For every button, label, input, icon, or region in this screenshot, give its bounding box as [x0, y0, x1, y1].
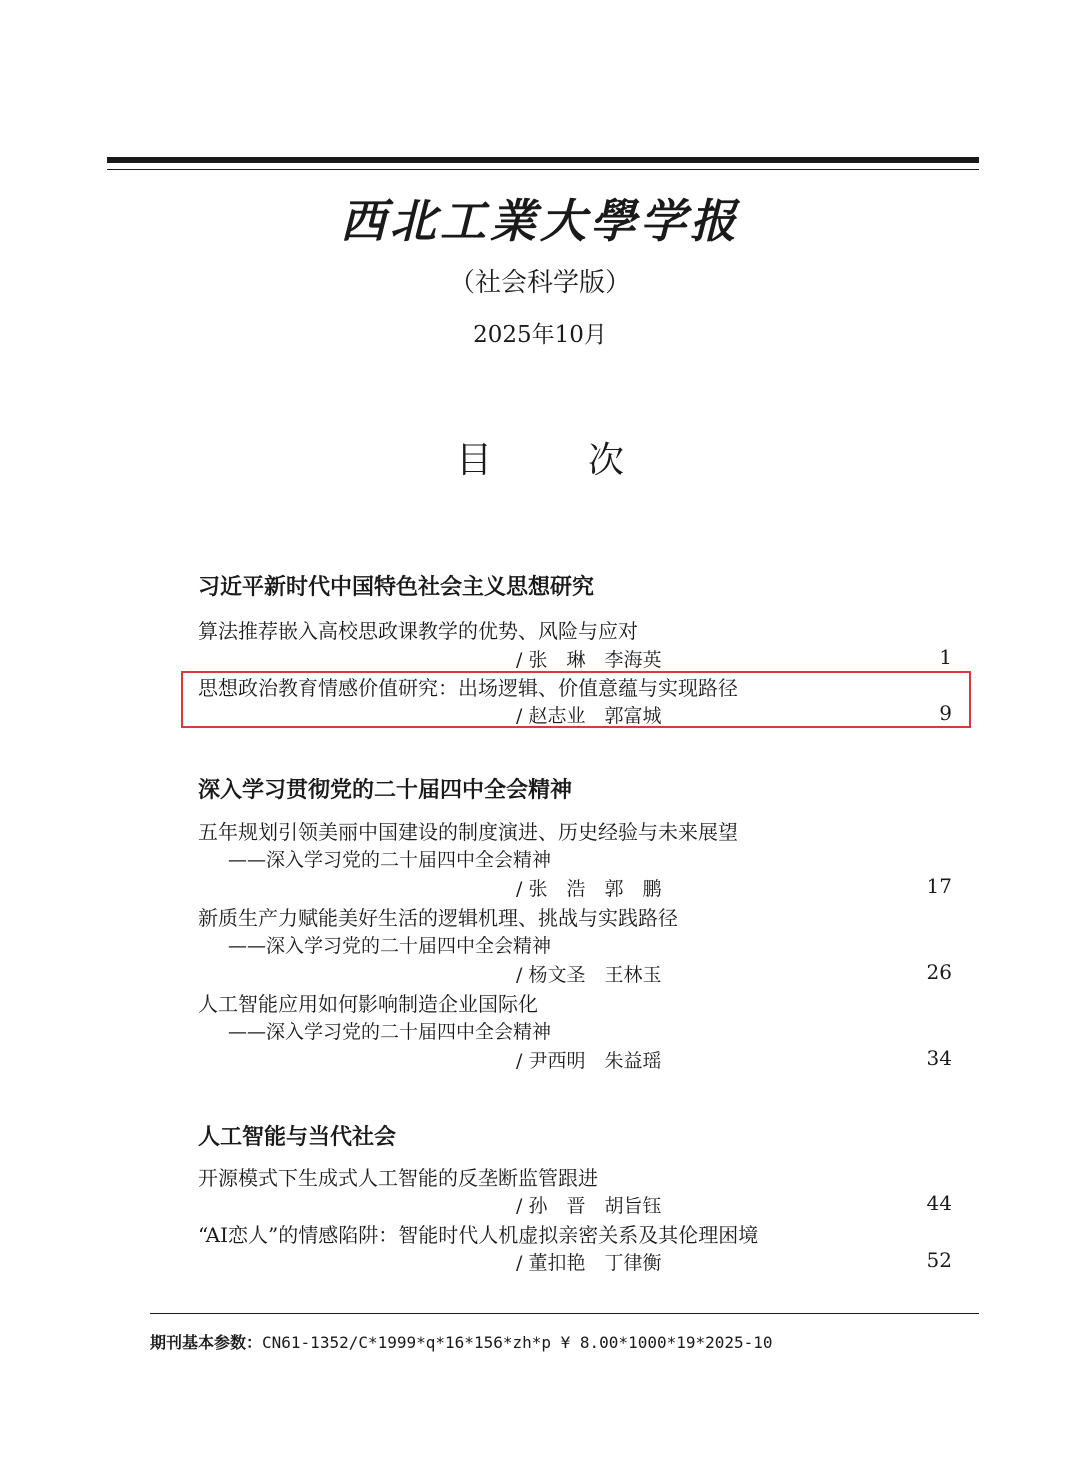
footer-rule [150, 1313, 979, 1314]
article-authors: / 赵志业 郭富城 [516, 705, 662, 727]
article-authors: / 尹西明 朱益瑶 [516, 1050, 662, 1072]
article-subtitle: ——深入学习党的二十届四中全会精神 [228, 1021, 552, 1043]
article-title[interactable]: 人工智能应用如何影响制造企业国际化 [198, 992, 538, 1016]
masthead-rule-thin [107, 169, 979, 170]
article-authors: / 孙 晋 胡旨钰 [516, 1195, 662, 1217]
article-title[interactable]: 五年规划引领美丽中国建设的制度演进、历史经验与未来展望 [198, 820, 738, 844]
article-page-number: 52 [926, 1248, 952, 1272]
article-title[interactable]: 开源模式下生成式人工智能的反垄断监管跟进 [198, 1166, 598, 1190]
article-page-number: 17 [926, 874, 952, 898]
article-authors: / 董扣艳 丁律衡 [516, 1252, 662, 1274]
article-title[interactable]: 算法推荐嵌入高校思政课教学的优势、风险与应对 [198, 619, 638, 643]
footer-label: 期刊基本参数： [150, 1333, 263, 1352]
article-page-number: 34 [926, 1046, 952, 1070]
section-heading: 人工智能与当代社会 [198, 1125, 397, 1150]
article-title[interactable]: 思想政治教育情感价值研究：出场逻辑、价值意蕴与实现路径 [198, 676, 738, 700]
article-page-number: 1 [939, 645, 952, 669]
toc-title: 目 次 [455, 440, 654, 481]
article-authors: / 张 琳 李海英 [516, 649, 662, 671]
section-heading: 深入学习贯彻党的二十届四中全会精神 [198, 778, 573, 803]
article-title[interactable]: 新质生产力赋能美好生活的逻辑机理、挑战与实践路径 [198, 906, 678, 930]
journal-masthead: 西北工業大學学报 [340, 194, 740, 248]
section-heading: 习近平新时代中国特色社会主义思想研究 [198, 575, 595, 600]
masthead-rule-thick [107, 157, 979, 163]
article-subtitle: ——深入学习党的二十届四中全会精神 [228, 935, 552, 957]
issue-date: 2025年10月 [473, 322, 607, 348]
article-authors: / 张 浩 郭 鹏 [516, 878, 662, 900]
journal-edition: （社会科学版） [448, 268, 631, 298]
journal-parameters [150, 1330, 773, 1353]
article-page-number: 9 [939, 701, 952, 725]
footer-value: CN61-1352/C*1999*q*16*156*zh*p ¥ 8.00*1000*19*2025-10 [262, 1333, 773, 1352]
article-authors: / 杨文圣 王林玉 [516, 964, 662, 986]
article-title[interactable]: “AI恋人”的情感陷阱：智能时代人机虚拟亲密关系及其伦理困境 [198, 1223, 759, 1247]
article-page-number: 44 [926, 1191, 952, 1215]
article-page-number: 26 [926, 960, 952, 984]
article-subtitle: ——深入学习党的二十届四中全会精神 [228, 849, 552, 871]
